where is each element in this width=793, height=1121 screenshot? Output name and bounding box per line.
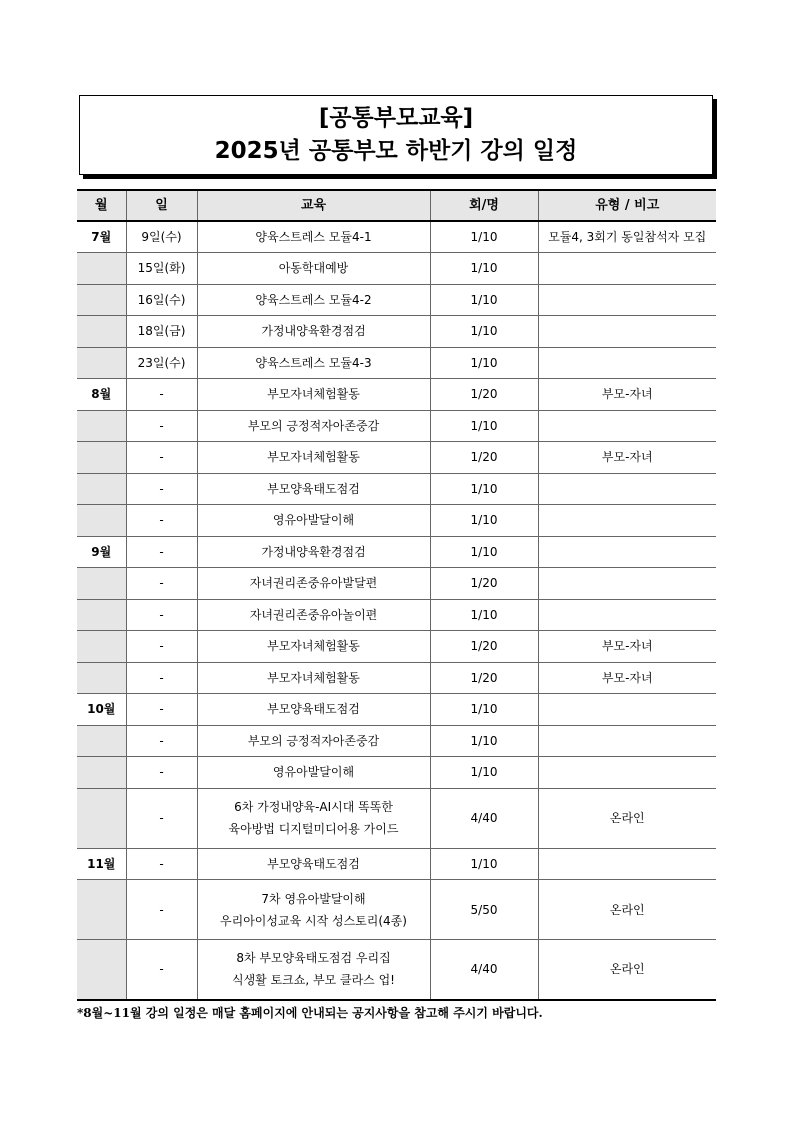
- count-cell: 4/40: [430, 788, 538, 848]
- table-row: [77, 725, 716, 757]
- course-cell: [197, 505, 430, 537]
- note-cell: [538, 536, 716, 568]
- count-cell: 1/10: [430, 599, 538, 631]
- course-cell: [197, 568, 430, 600]
- note-cell: [538, 410, 716, 442]
- course-cell: [197, 940, 430, 1000]
- course-line: 아동학대예방: [278, 261, 349, 276]
- course-cell: [197, 379, 430, 411]
- count-cell: 1/20: [430, 631, 538, 663]
- table-row: [77, 631, 716, 663]
- note-cell: 부모-자녀: [538, 442, 716, 474]
- month-cell: 10월: [77, 694, 126, 726]
- note-cell: [538, 253, 716, 285]
- count-cell: 1/10: [430, 473, 538, 505]
- note-cell: 온라인: [538, 880, 716, 940]
- month-cell: [77, 788, 126, 848]
- note-cell: [538, 473, 716, 505]
- table-row: [77, 757, 716, 789]
- month-cell: 7월: [77, 221, 126, 253]
- note-cell: [538, 848, 716, 880]
- course-line: 6차 가정내양육-AI시대 똑똑한: [234, 800, 393, 814]
- month-cell: [77, 599, 126, 631]
- day-cell: -: [126, 379, 197, 411]
- table-row: [77, 253, 716, 285]
- table-row: [77, 442, 716, 474]
- month-cell: [77, 284, 126, 316]
- course-cell: [197, 221, 430, 253]
- header-course: 교육: [197, 190, 430, 221]
- course-line: 부모의 긍정적자아존중감: [247, 733, 380, 748]
- table-row: [77, 694, 716, 726]
- title-box: [79, 95, 713, 175]
- course-line: 부모자녀체험활동: [267, 670, 360, 685]
- page-title: 2025년 공통부모 하반기 강의 일정: [214, 138, 578, 164]
- table-row: [77, 568, 716, 600]
- table-row: [77, 599, 716, 631]
- note-cell: 온라인: [538, 940, 716, 1000]
- month-cell: [77, 725, 126, 757]
- course-line: 육아방법 디지털미디어용 가이드: [228, 822, 399, 836]
- note-cell: 부모-자녀: [538, 631, 716, 663]
- course-line: 영유아발달이해: [272, 765, 355, 780]
- course-line: 자녀권리존중유아발달편: [249, 576, 378, 591]
- day-cell: -: [126, 848, 197, 880]
- course-line: 부모양육태도점검: [267, 481, 360, 496]
- month-cell: [77, 568, 126, 600]
- course-cell: [197, 284, 430, 316]
- table-row: [77, 848, 716, 880]
- month-cell: [77, 940, 126, 1000]
- day-cell: 15일(화): [126, 253, 197, 285]
- day-cell: -: [126, 410, 197, 442]
- course-line: 우리아이성교육 시작 성스토리(4종): [220, 913, 407, 928]
- course-cell: [197, 253, 430, 285]
- day-cell: 9일(수): [126, 221, 197, 253]
- course-line: 양육스트레스 모듈4-1: [255, 230, 372, 244]
- day-cell: 16일(수): [126, 284, 197, 316]
- header-day: 일: [126, 190, 197, 221]
- course-line: 부모의 긍정적자아존중감: [247, 418, 380, 433]
- note-cell: 부모-자녀: [538, 379, 716, 411]
- table-row: [77, 880, 716, 940]
- table-row: [77, 662, 716, 694]
- schedule-table: [77, 189, 716, 1001]
- header-row: [77, 190, 716, 221]
- header-count: 회/명: [430, 190, 538, 221]
- count-cell: 1/10: [430, 410, 538, 442]
- count-cell: 1/10: [430, 284, 538, 316]
- day-cell: -: [126, 505, 197, 537]
- count-cell: 1/20: [430, 442, 538, 474]
- course-line: 양육스트레스 모듈4-3: [255, 355, 372, 370]
- table-row: [77, 940, 716, 1000]
- count-cell: 1/10: [430, 694, 538, 726]
- course-cell: [197, 410, 430, 442]
- count-cell: 1/20: [430, 662, 538, 694]
- course-line: 7차 영유아발달이해: [261, 891, 366, 906]
- note-cell: 모듈4, 3회기 동일참석자 모집: [538, 221, 716, 253]
- note-cell: [538, 725, 716, 757]
- month-cell: 8월: [77, 379, 126, 411]
- count-cell: 1/10: [430, 848, 538, 880]
- table-row: [77, 473, 716, 505]
- course-cell: [197, 788, 430, 848]
- count-cell: 4/40: [430, 940, 538, 1000]
- table-row: [77, 410, 716, 442]
- month-cell: [77, 253, 126, 285]
- note-cell: [538, 568, 716, 600]
- month-cell: [77, 631, 126, 663]
- course-line: 부모자녀체험활동: [267, 639, 360, 654]
- course-line: 양육스트레스 모듈4-2: [255, 292, 372, 307]
- course-line: 자녀권리존중유아놀이편: [249, 607, 378, 622]
- day-cell: -: [126, 442, 197, 474]
- course-cell: [197, 880, 430, 940]
- course-cell: [197, 725, 430, 757]
- day-cell: -: [126, 694, 197, 726]
- day-cell: -: [126, 725, 197, 757]
- header-month: 월: [77, 190, 126, 221]
- count-cell: 1/10: [430, 725, 538, 757]
- month-cell: [77, 347, 126, 379]
- note-cell: [538, 347, 716, 379]
- count-cell: 1/10: [430, 221, 538, 253]
- table-row: [77, 505, 716, 537]
- course-line: 부모자녀체험활동: [267, 450, 360, 465]
- course-cell: [197, 694, 430, 726]
- course-line: 부모자녀체험활동: [267, 387, 360, 402]
- note-cell: [538, 316, 716, 348]
- table-row: [77, 379, 716, 411]
- day-cell: -: [126, 880, 197, 940]
- day-cell: -: [126, 473, 197, 505]
- day-cell: -: [126, 536, 197, 568]
- course-cell: [197, 442, 430, 474]
- note-cell: [538, 284, 716, 316]
- month-cell: [77, 662, 126, 694]
- course-cell: [197, 316, 430, 348]
- course-line: 영유아발달이해: [272, 513, 355, 528]
- count-cell: 1/10: [430, 347, 538, 379]
- course-line: 8차 부모양육태도점검 우리집: [236, 951, 391, 966]
- title-line1: [공통부모교육]: [318, 105, 474, 131]
- course-line: 부모양육태도점검: [267, 856, 360, 871]
- course-cell: [197, 631, 430, 663]
- course-line: 부모양육태도점검: [267, 702, 360, 717]
- count-cell: 5/50: [430, 880, 538, 940]
- course-cell: [197, 473, 430, 505]
- month-cell: [77, 880, 126, 940]
- count-cell: 1/10: [430, 505, 538, 537]
- course-cell: [197, 536, 430, 568]
- course-cell: [197, 347, 430, 379]
- count-cell: 1/10: [430, 253, 538, 285]
- day-cell: -: [126, 788, 197, 848]
- table-row: [77, 788, 716, 848]
- table-row: [77, 316, 716, 348]
- course-line: 식생활 토크쇼, 부모 클라스 업!: [232, 973, 395, 988]
- day-cell: -: [126, 599, 197, 631]
- count-cell: 1/20: [430, 568, 538, 600]
- count-cell: 1/10: [430, 316, 538, 348]
- table-row: [77, 221, 716, 253]
- count-cell: 1/10: [430, 536, 538, 568]
- day-cell: 18일(금): [126, 316, 197, 348]
- note-cell: 부모-자녀: [538, 662, 716, 694]
- count-cell: 1/10: [430, 757, 538, 789]
- day-cell: -: [126, 662, 197, 694]
- note-cell: [538, 757, 716, 789]
- month-cell: 11월: [77, 848, 126, 880]
- month-cell: [77, 473, 126, 505]
- day-cell: -: [126, 631, 197, 663]
- month-cell: [77, 410, 126, 442]
- day-cell: -: [126, 940, 197, 1000]
- table-row: [77, 284, 716, 316]
- header-note: 유형 / 비고: [538, 190, 716, 221]
- table-row: [77, 536, 716, 568]
- day-cell: 23일(수): [126, 347, 197, 379]
- month-cell: [77, 505, 126, 537]
- course-cell: [197, 848, 430, 880]
- month-cell: [77, 442, 126, 474]
- table-row: [77, 347, 716, 379]
- course-cell: [197, 757, 430, 789]
- month-cell: 9월: [77, 536, 126, 568]
- footnote: *8월~11월 강의 일정은 매달 홈페이지에 안내되는 공지사항을 참고해 주시기 바랍니다.: [77, 1006, 543, 1020]
- day-cell: -: [126, 757, 197, 789]
- day-cell: -: [126, 568, 197, 600]
- course-cell: [197, 662, 430, 694]
- course-cell: [197, 599, 430, 631]
- count-cell: 1/20: [430, 379, 538, 411]
- note-cell: [538, 694, 716, 726]
- month-cell: [77, 316, 126, 348]
- month-cell: [77, 757, 126, 789]
- note-cell: [538, 599, 716, 631]
- note-cell: 온라인: [538, 788, 716, 848]
- course-line: 가정내양육환경점검: [261, 544, 366, 559]
- course-line: 가정내양육환경점검: [261, 324, 366, 339]
- note-cell: [538, 505, 716, 537]
